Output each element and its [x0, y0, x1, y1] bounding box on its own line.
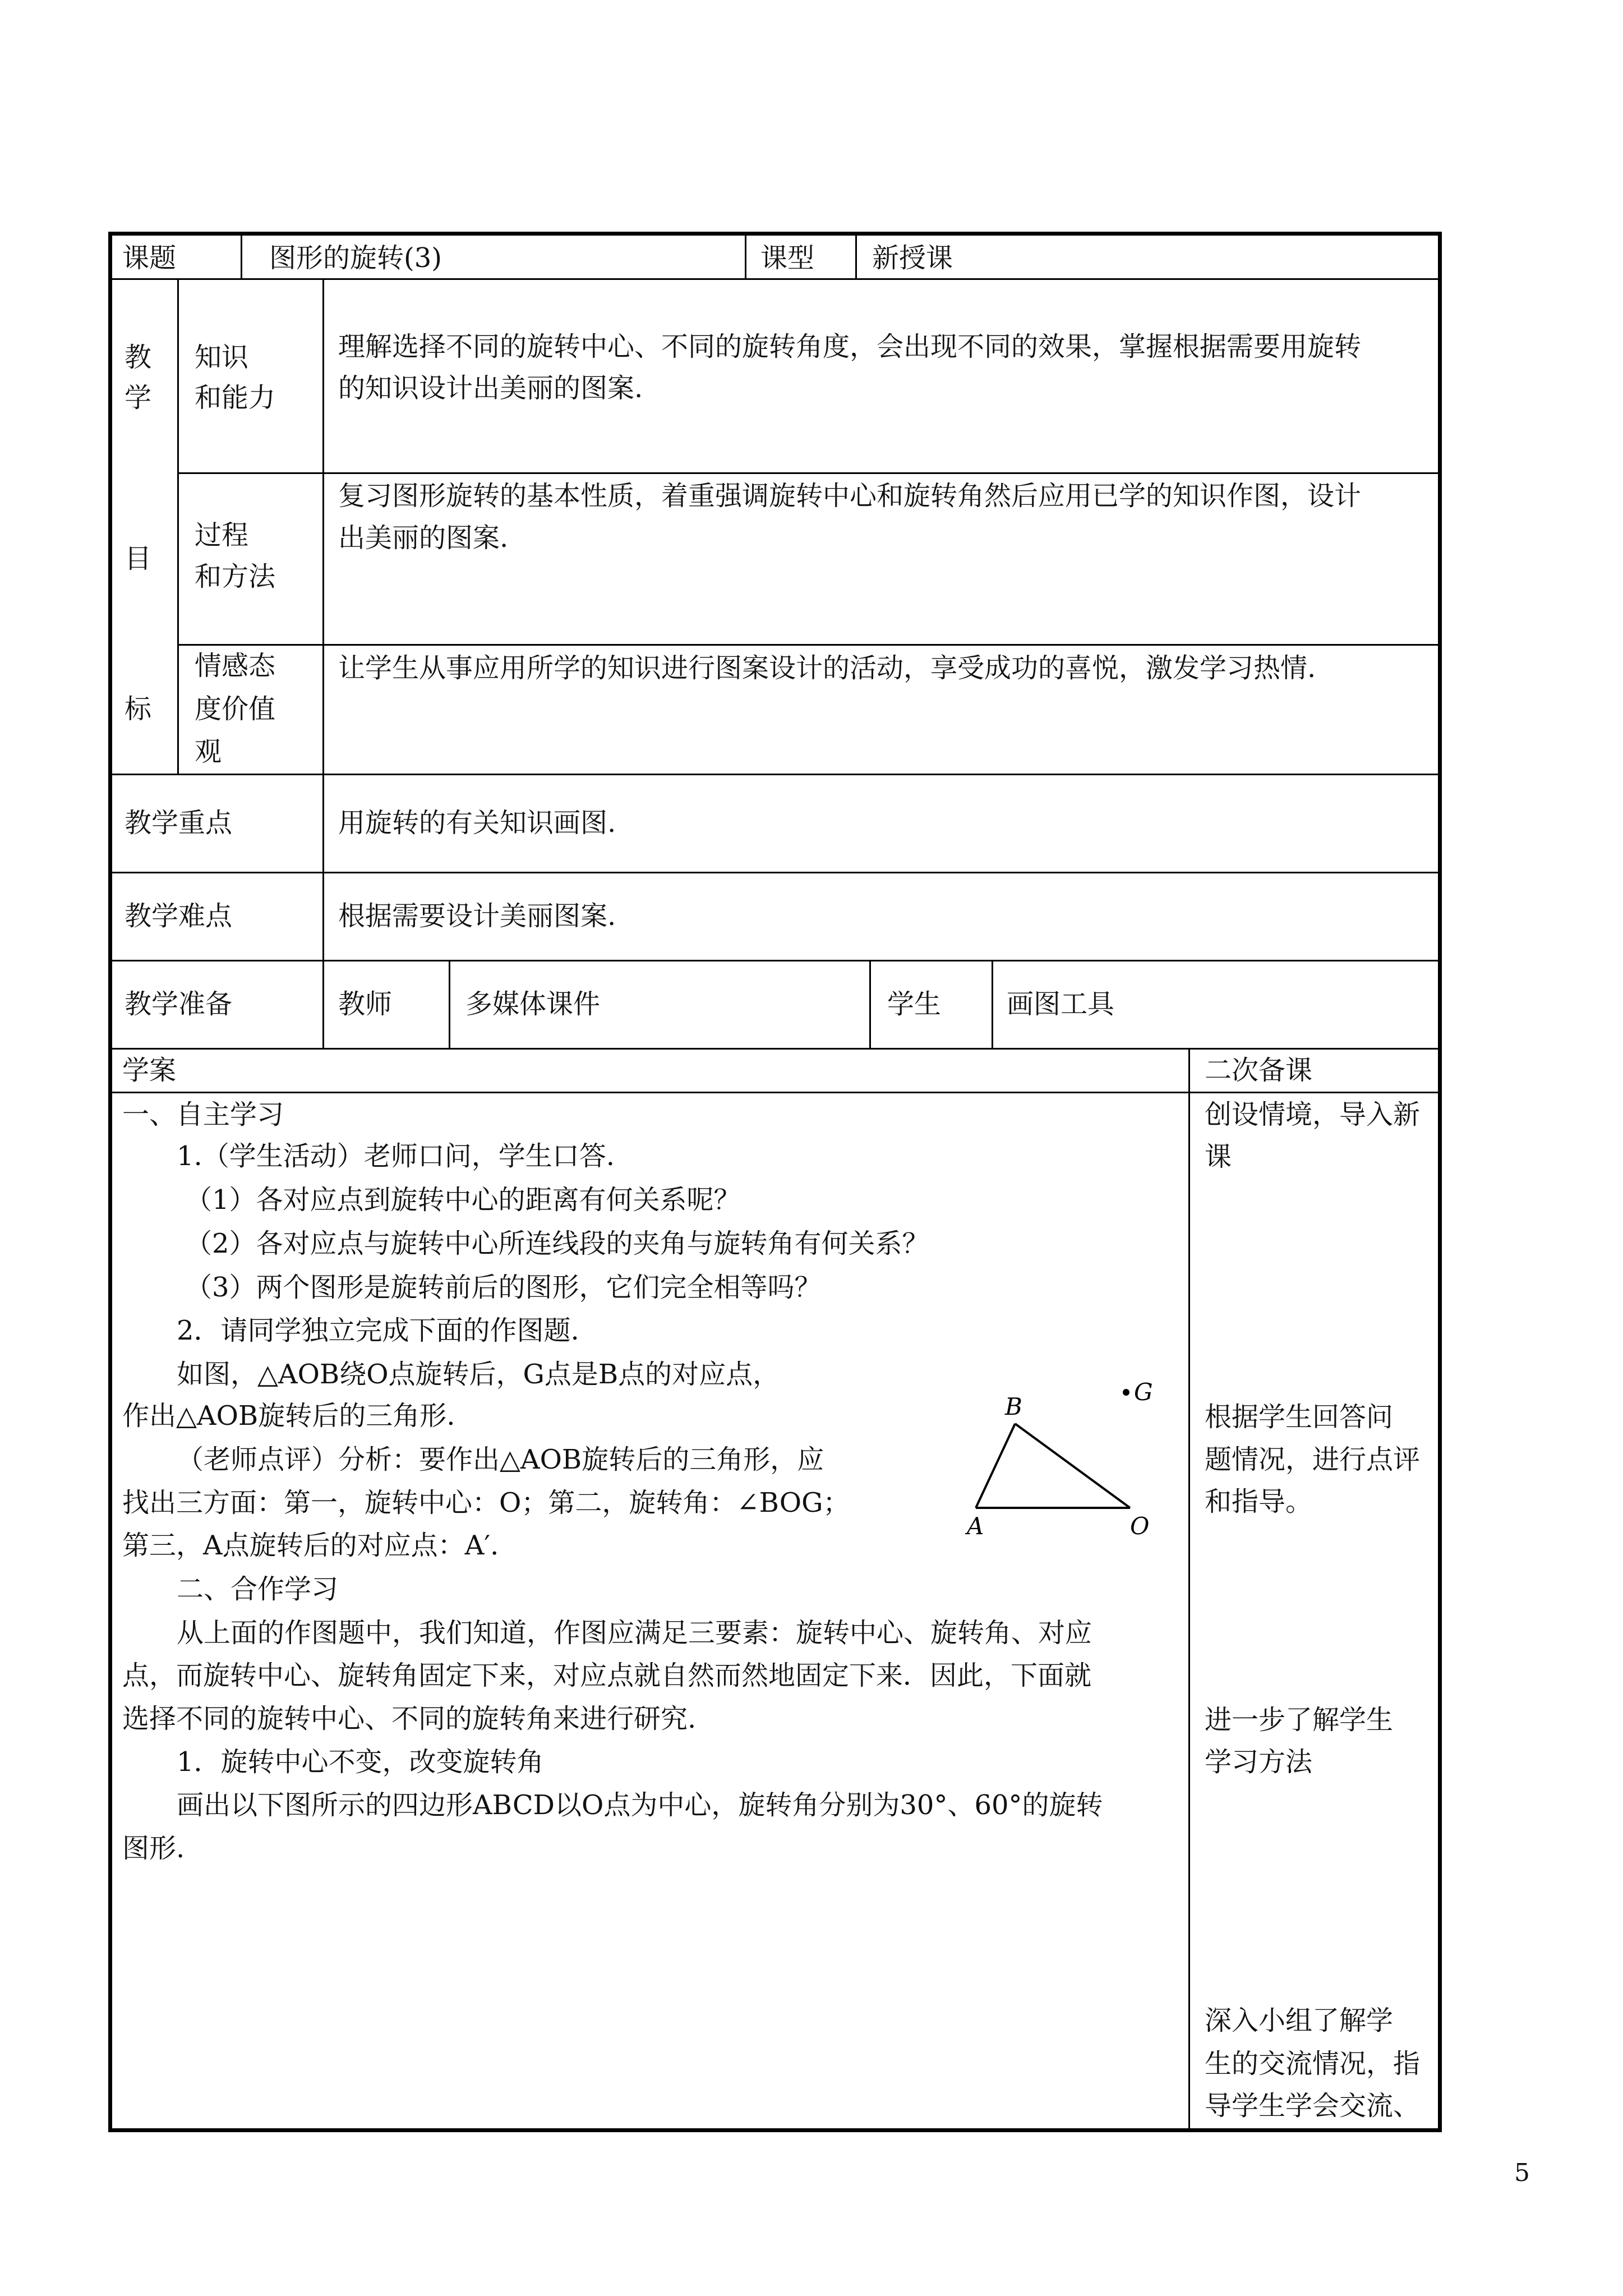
label-b: B [1005, 1393, 1022, 1420]
row-divider [110, 960, 1439, 961]
plan-line: 从上面的作图题中，我们知道，作图应满足三要素：旋转中心、旋转角、对应 [177, 1617, 1092, 1649]
plan-line: 找出三方面：第一，旋转中心：O；第二，旋转角：∠BOG； [122, 1487, 850, 1519]
teacher-value: 多媒体课件 [465, 988, 601, 1020]
segment-bo [1015, 1424, 1130, 1508]
col-divider [855, 232, 857, 279]
emotion-text-1: 让学生从事应用所学的知识进行图案设计的活动，享受成功的喜悦，激发学习热情. [338, 652, 1316, 684]
plan-line: 如图，△AOB绕O点旋转后，G点是B点的对应点， [177, 1359, 780, 1390]
label-a: A [967, 1512, 984, 1540]
process-text-2: 出美丽的图案. [338, 522, 509, 554]
teacher-label: 教师 [338, 988, 393, 1020]
side-note: 深入小组了解学 [1205, 2005, 1394, 2036]
knowledge-text-1: 理解选择不同的旋转中心、不同的旋转角度，会出现不同的效果，掌握根据需要用旋转 [338, 331, 1362, 362]
point-g [1123, 1389, 1129, 1396]
table-border-top [108, 232, 1442, 236]
plan-line: 二、合作学习 [177, 1573, 339, 1605]
row-divider [177, 472, 1439, 474]
label-o: O [1130, 1512, 1150, 1540]
topic-value: 图形的旋转(3) [269, 242, 442, 274]
plan-header-right: 二次备课 [1205, 1055, 1313, 1086]
knowledge-text-2: 的知识设计出美丽的图案. [338, 372, 643, 404]
col-divider [1188, 1048, 1190, 2131]
plan-line: 第三，A点旋转后的对应点：A′． [122, 1530, 518, 1561]
objectives-char-1: 教 [125, 342, 152, 373]
plan-line: 2．请同学独立完成下面的作图题. [177, 1315, 579, 1346]
table-border-right [1438, 232, 1442, 2132]
col-divider [322, 278, 324, 1049]
plan-line: 点，而旋转中心、旋转角固定下来，对应点就自然而然地固定下来．因此，下面就 [122, 1660, 1092, 1691]
side-note: 进一步了解学生 [1205, 1704, 1394, 1736]
plan-line: （老师点评）分析：要作出△AOB旋转后的三角形，应 [177, 1444, 824, 1475]
objectives-char-3: 目 [125, 543, 152, 574]
row-divider [110, 1092, 1439, 1093]
student-value: 画图工具 [1007, 988, 1115, 1020]
row-divider [110, 872, 1439, 873]
difficulty-text: 根据需要设计美丽图案. [338, 900, 616, 932]
emotion-label-2: 度价值 [195, 693, 276, 725]
process-label-1: 过程 [195, 519, 249, 551]
key-point-text: 用旋转的有关知识画图. [338, 807, 616, 839]
side-note: 和指导。 [1205, 1486, 1313, 1517]
plan-line: 选择不同的旋转中心、不同的旋转角来进行研究. [122, 1703, 697, 1734]
preparation-label: 教学准备 [125, 988, 233, 1020]
table-border-left [108, 232, 112, 2132]
knowledge-label-1: 知识 [195, 342, 249, 373]
process-label-2: 和方法 [195, 561, 276, 592]
plan-line: （2）各对应点与旋转中心所连线段的夹角与旋转角有何关系？ [185, 1228, 929, 1259]
label-g: G [1134, 1378, 1153, 1406]
side-note: 课 [1205, 1141, 1232, 1172]
row-divider [177, 644, 1439, 646]
plan-header-left: 学案 [122, 1055, 177, 1086]
objectives-char-2: 学 [125, 382, 152, 413]
side-note: 题情况，进行点评 [1205, 1444, 1421, 1475]
topic-label: 课题 [122, 242, 177, 274]
knowledge-label-2: 和能力 [195, 382, 276, 413]
segment-ab [976, 1424, 1015, 1508]
triangle-aob-figure [953, 1369, 1166, 1548]
side-note: 根据学生回答问 [1205, 1401, 1394, 1433]
col-divider [177, 278, 179, 775]
plan-line: 一、自主学习 [122, 1099, 284, 1130]
difficulty-label: 教学难点 [125, 900, 233, 932]
emotion-label-3: 观 [195, 736, 222, 767]
row-divider [110, 1048, 1439, 1050]
objectives-char-4: 标 [125, 693, 152, 725]
plan-line: （3）两个图形是旋转前后的图形，它们完全相等吗？ [185, 1272, 822, 1303]
process-text-1: 复习图形旋转的基本性质，着重强调旋转中心和旋转角然后应用已学的知识作图，设计 [338, 480, 1362, 512]
col-divider [449, 960, 450, 1049]
key-point-label: 教学重点 [125, 807, 233, 839]
row-divider [110, 278, 1439, 280]
type-value: 新授课 [872, 242, 953, 274]
side-note: 生的交流情况，指 [1205, 2048, 1421, 2079]
col-divider [992, 960, 993, 1049]
side-note: 创设情境，导入新 [1205, 1099, 1421, 1130]
page-number: 5 [1514, 2159, 1530, 2187]
type-label: 课型 [760, 242, 815, 274]
plan-line: （1）各对应点到旋转中心的距离有何关系呢？ [185, 1184, 741, 1216]
table-border-bottom [108, 2128, 1442, 2132]
student-label: 学生 [887, 988, 942, 1020]
plan-line: 画出以下图所示的四边形ABCD以O点为中心，旋转角分别为30°、60°的旋转 [177, 1789, 1103, 1821]
plan-line: 1.（学生活动）老师口问，学生口答. [177, 1140, 615, 1172]
emotion-label-1: 情感态 [195, 650, 276, 682]
plan-line: 1．旋转中心不变，改变旋转角 [177, 1746, 544, 1778]
col-divider [241, 232, 242, 279]
side-note: 导学生学会交流、 [1205, 2090, 1421, 2122]
row-divider [110, 774, 1439, 775]
col-divider [869, 960, 871, 1049]
col-divider [745, 232, 746, 279]
side-note: 学习方法 [1205, 1746, 1313, 1778]
plan-line: 作出△AOB旋转后的三角形. [122, 1400, 455, 1432]
plan-line: 图形. [122, 1833, 185, 1864]
